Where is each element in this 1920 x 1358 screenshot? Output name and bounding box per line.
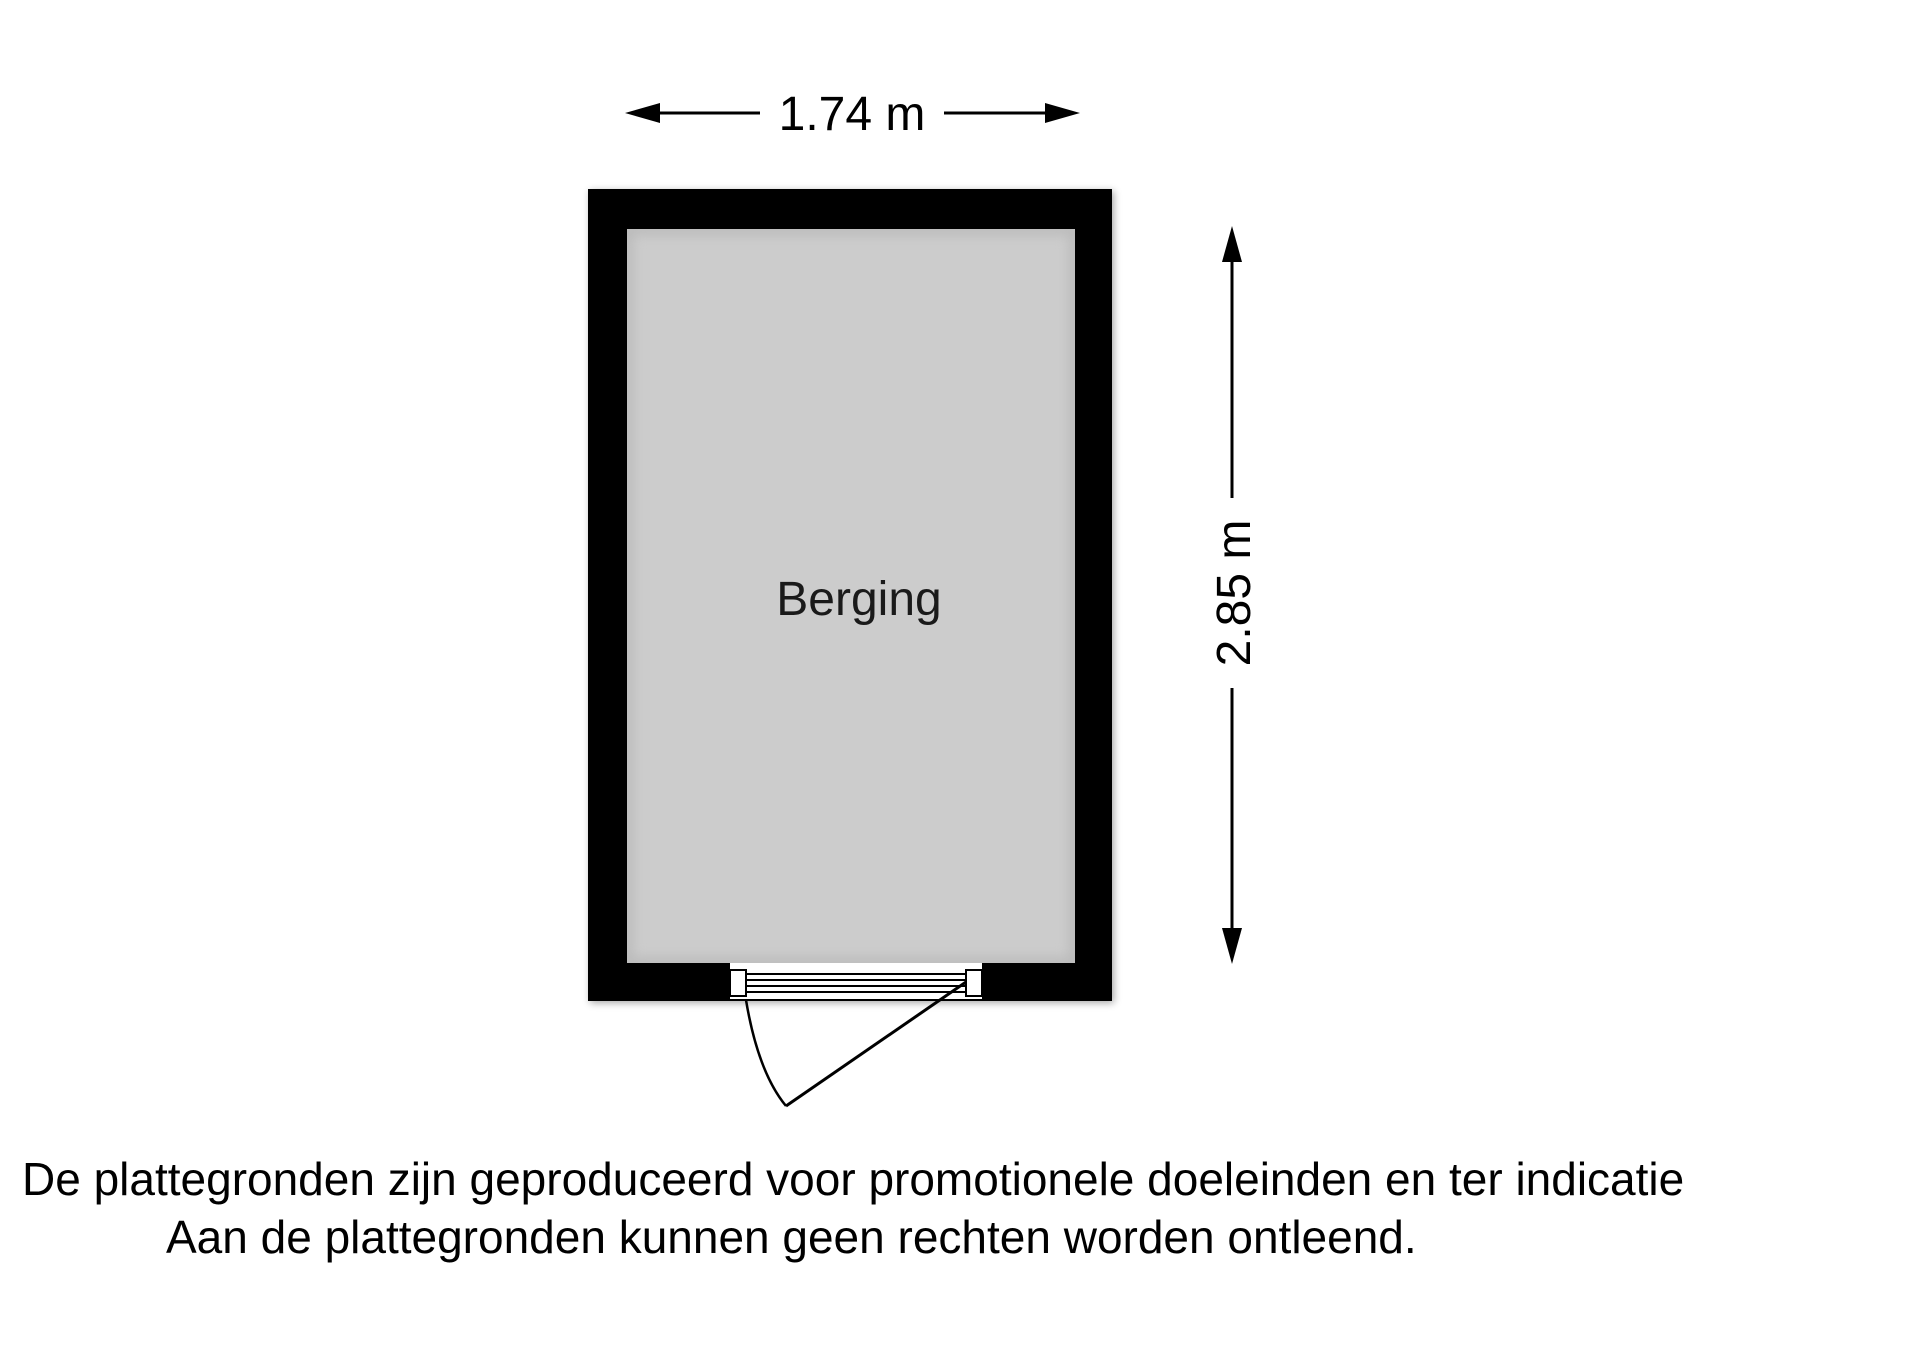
disclaimer-line-1: De plattegronden zijn geproduceerd voor promotionele doeleinden en ter indicatie (22, 1153, 1685, 1205)
width-arrow-right-icon (1045, 103, 1080, 123)
depth-dimension (1208, 226, 1261, 964)
door-frame-left (730, 970, 746, 996)
width-label: 1.74 m (778, 88, 926, 141)
width-dimension (625, 88, 1080, 141)
width-arrow-left-icon (625, 103, 660, 123)
depth-label: 2.85 m (1208, 519, 1261, 667)
door-swing-arc (746, 1000, 786, 1106)
depth-arrow-up-icon (1222, 226, 1242, 262)
depth-arrow-down-icon (1222, 928, 1242, 964)
door-frame-right (966, 970, 982, 996)
disclaimer-line-2: Aan de plattegronden kunnen geen rechten worden ontleend. (166, 1211, 1417, 1263)
room-label: Berging (776, 573, 942, 626)
door (730, 963, 982, 1106)
